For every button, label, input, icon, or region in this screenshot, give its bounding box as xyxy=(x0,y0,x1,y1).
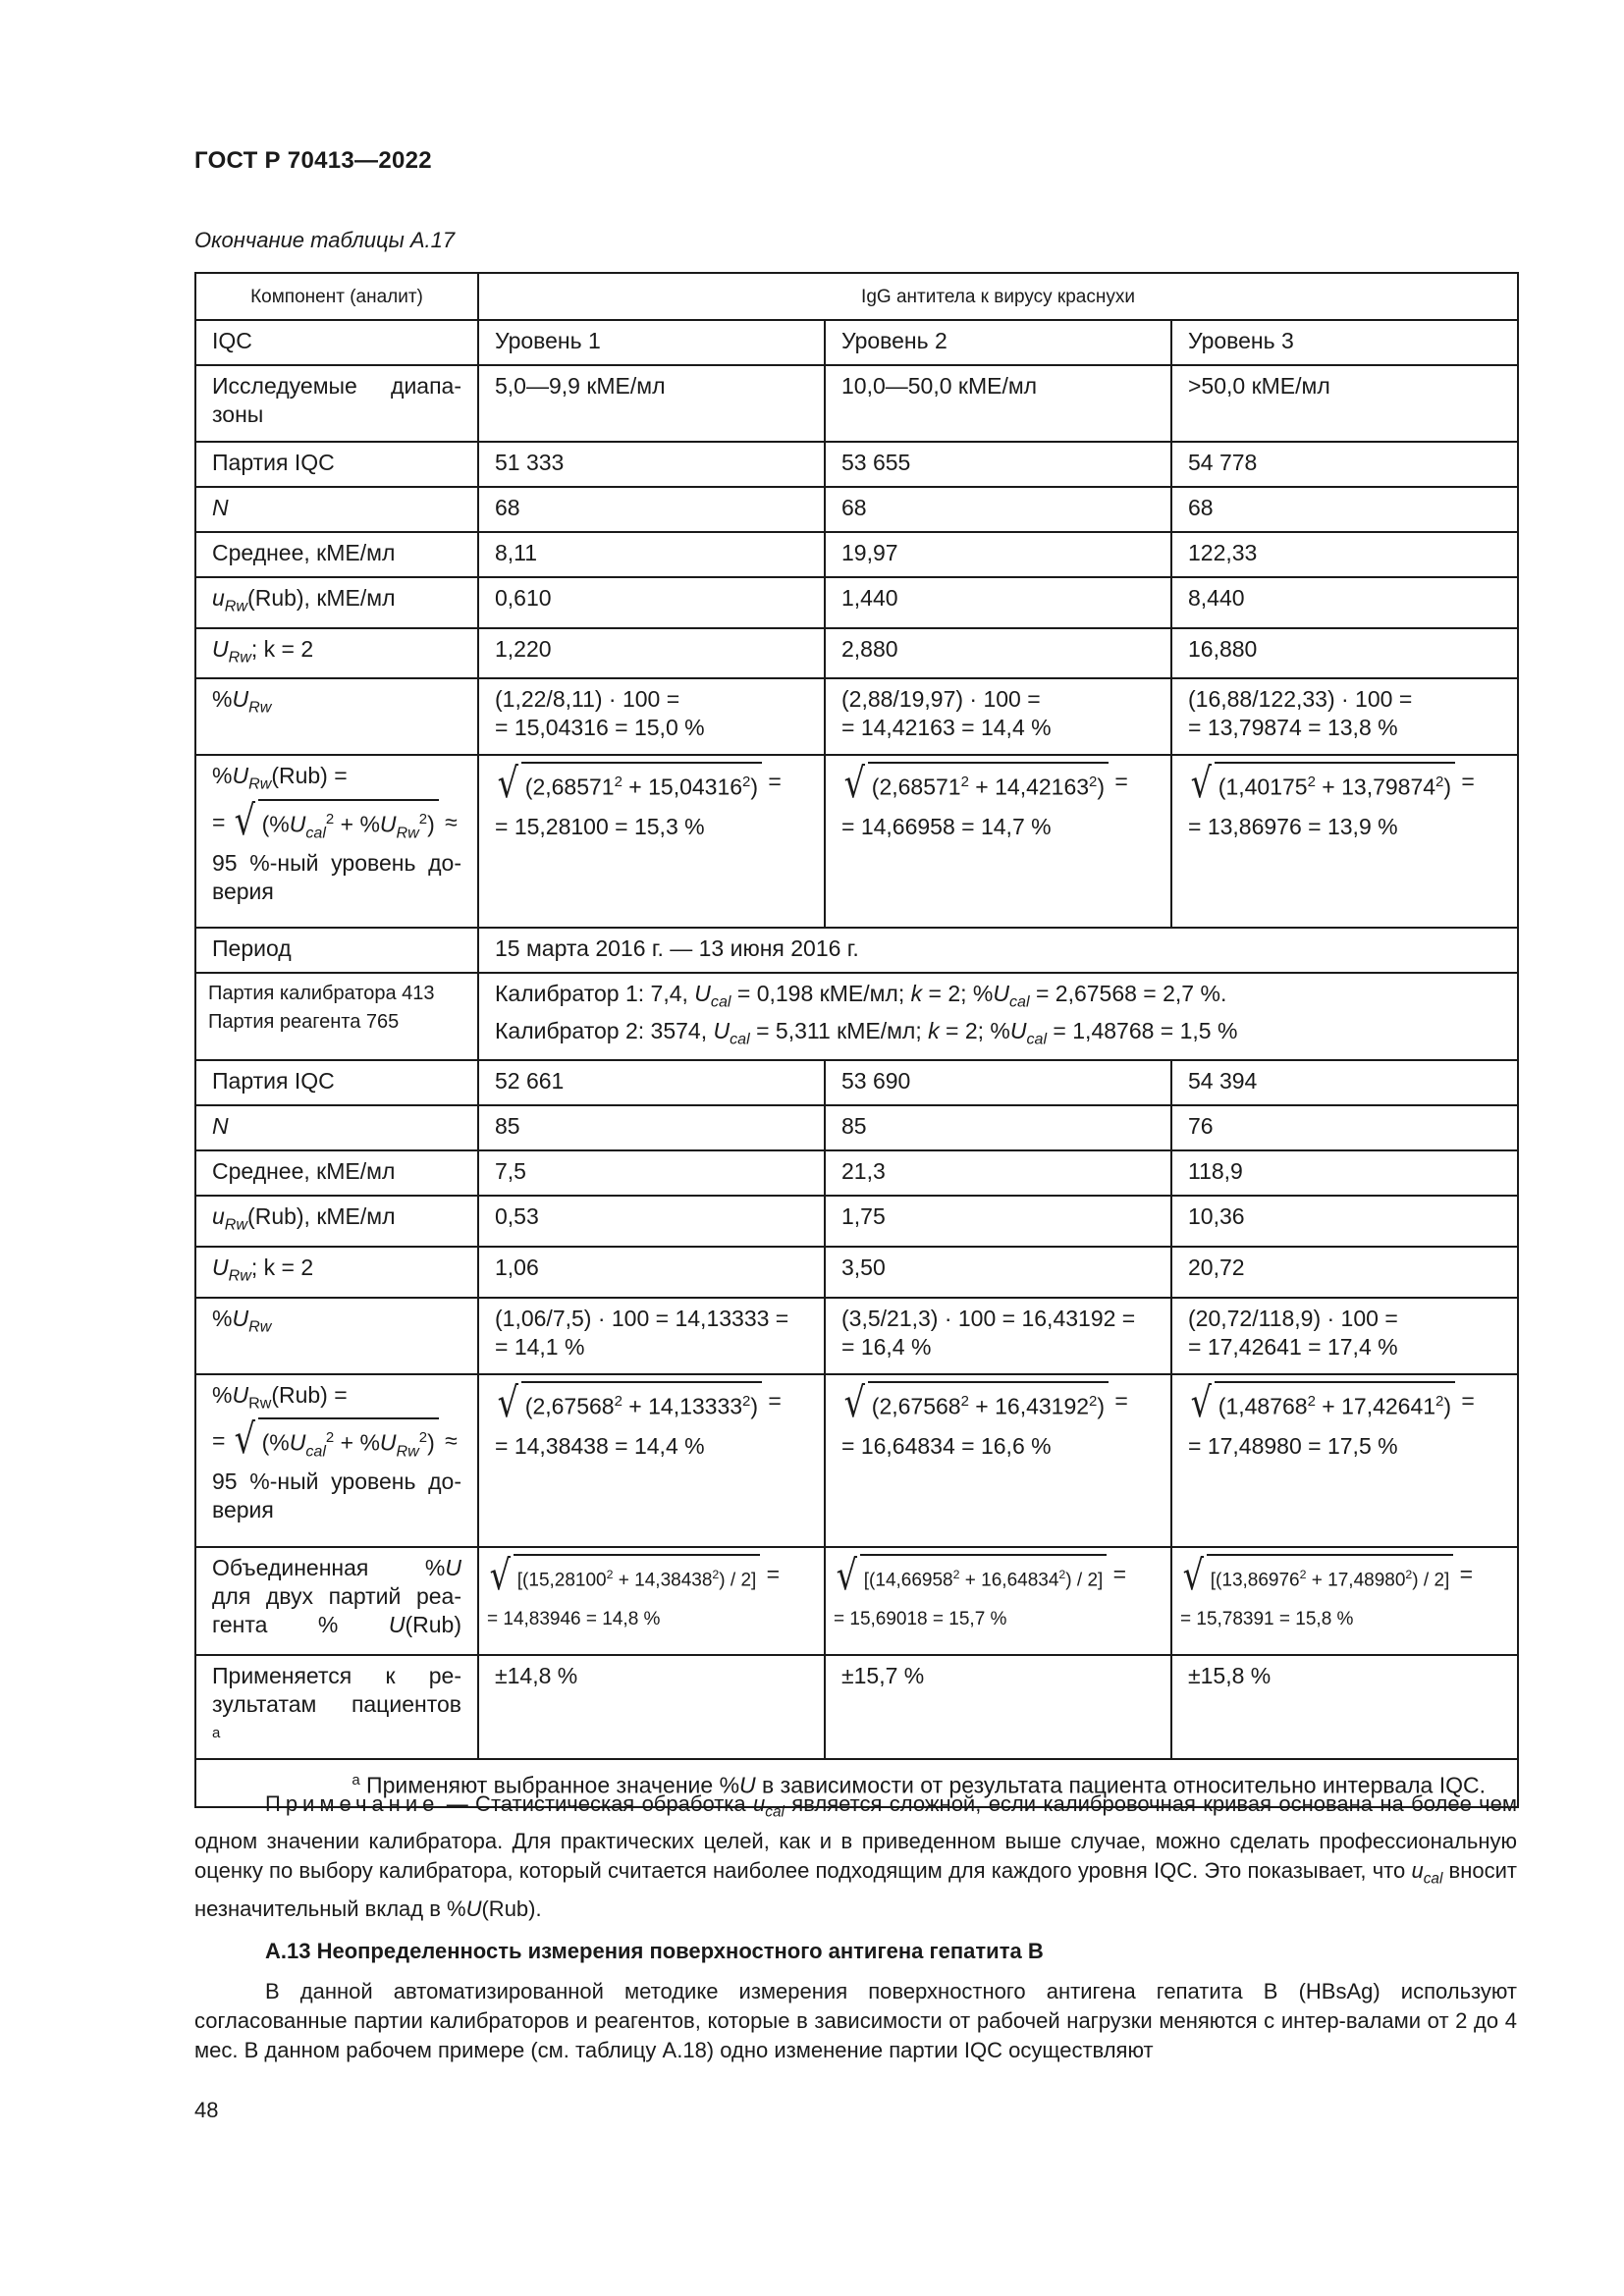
table-cell: 2,880 xyxy=(825,628,1171,679)
table-cell: 54 394 xyxy=(1171,1060,1518,1105)
table-cell: √ $[(15,28100^2 + 14,38438^2) / 2]$ = = 14,83946 = 14,8 % xyxy=(478,1547,825,1655)
row-label: $U_{Rw}$; k = 2 xyxy=(195,628,478,679)
row-label: $u_{Rw}(Rub)$, кМЕ/мл xyxy=(195,577,478,628)
table-cell: (16,88/122,33) · 100 = = 13,79874 = 13,8 % xyxy=(1171,678,1518,755)
table-row xyxy=(195,320,1518,365)
row-label: $\%U_{Rw}$ xyxy=(195,678,478,755)
table-cell: (3,5/21,3) · 100 = 16,43192 = = 16,4 % xyxy=(825,1298,1171,1374)
header-component: Компонент (аналит) xyxy=(195,273,478,320)
calibrator-info: Калибратор 1: 7,4, $U_{cal} = 0,198$ кМЕ/мл; k = 2; $\%U_{cal} = 2,67568 = 2,7$ %. Калибратор 2: 3574, $U_{cal} = 5,311$ кМЕ/мл; k = 2; $\%U_{cal} = 1,48768 = 1,5$ % xyxy=(478,973,1518,1060)
page-number: 48 xyxy=(194,2098,219,2122)
table-cell: √ $(1,40175^2 + 13,79874^2)$ = = 13,86976 = 13,9 % xyxy=(1171,755,1518,928)
table-cell: ±15,7 % xyxy=(825,1655,1171,1760)
table-row xyxy=(195,1060,1518,1105)
table-cell: 52 661 xyxy=(478,1060,825,1105)
table-cell: √ $[(14,66958^2 + 16,64834^2) / 2]$ = = 15,69018 = 15,7 % xyxy=(825,1547,1171,1655)
document-header: ГОСТ Р 70413—2022 xyxy=(194,147,432,174)
table-cell: 51 333 xyxy=(478,442,825,487)
table-cell: 20,72 xyxy=(1171,1247,1518,1298)
header-analyte: IgG антитела к вирусу краснухи xyxy=(478,273,1518,320)
period-value: 15 марта 2016 г. — 13 июня 2016 г. xyxy=(478,928,1518,973)
table-row xyxy=(195,973,1518,1060)
table-cell: 118,9 xyxy=(1171,1150,1518,1196)
table-footnote: $^а$ Применяют выбранное значение %U в зависимости от результата пациента относительно интервала IQC. xyxy=(195,1759,1518,1807)
table-cell: 10,36 xyxy=(1171,1196,1518,1247)
table-cell: 1,75 xyxy=(825,1196,1171,1247)
table-cell: 1,06 xyxy=(478,1247,825,1298)
table-cell: 8,11 xyxy=(478,532,825,577)
table-cell: (1,06/7,5) · 100 = 14,13333 = = 14,1 % xyxy=(478,1298,825,1374)
section-heading: А.13 Неопределенность измерения поверхностного антигена гепатита В xyxy=(265,1939,1044,1963)
row-label: $u_{Rw}(Rub)$, кМЕ/мл xyxy=(195,1196,478,1247)
table-cell: √ $(2,68571^2 + 15,04316^2)$ = = 15,28100 = 15,3 % xyxy=(478,755,825,928)
table-row xyxy=(195,928,1518,973)
table-cell: √ $(2,68571^2 + 14,42163^2)$ = = 14,66958 = 14,7 % xyxy=(825,755,1171,928)
table-cell: 7,5 xyxy=(478,1150,825,1196)
table-cell: 1,440 xyxy=(825,577,1171,628)
table-row xyxy=(195,1247,1518,1298)
table-cell: 5,0—9,9 кМЕ/мл xyxy=(478,365,825,442)
table-cell: 122,33 xyxy=(1171,532,1518,577)
table-row-combined xyxy=(195,755,1518,928)
table-cell: (2,88/19,97) · 100 = = 14,42163 = 14,4 % xyxy=(825,678,1171,755)
row-label: $\%U_{Rw}(Rub)$ = = √ $(\%U_{cal}^2 + \%U_{Rw}^2)$ ≈ 95 %-ный уровень до-верия xyxy=(195,1374,478,1547)
table-cell: 68 xyxy=(825,487,1171,532)
table-cell: √ $(2,67568^2 + 14,13333^2)$ = = 14,38438 = 14,4 % xyxy=(478,1374,825,1547)
table-cell: √ $[(13,86976^2 + 17,48980^2) / 2]$ = = 15,78391 = 15,8 % xyxy=(1171,1547,1518,1655)
table-cell: (1,22/8,11) · 100 = = 15,04316 = 15,0 % xyxy=(478,678,825,755)
table-cell: 0,610 xyxy=(478,577,825,628)
table-cell: 68 xyxy=(1171,487,1518,532)
row-label: Объединенная %U для двух партий реа-гента % U(Rub) xyxy=(195,1547,478,1655)
row-label: Партия IQC xyxy=(195,1060,478,1105)
row-label: $\%U_{Rw}$ xyxy=(195,1298,478,1374)
level-2: Уровень 2 xyxy=(825,320,1171,365)
row-label: Период xyxy=(195,928,478,973)
row-label: Применяется к ре-зультатам пациентов $^а$ xyxy=(195,1655,478,1760)
table-cell: 85 xyxy=(478,1105,825,1150)
table-cell: ±15,8 % xyxy=(1171,1655,1518,1760)
table-row xyxy=(195,1298,1518,1374)
table-caption: Окончание таблицы А.17 xyxy=(194,228,456,252)
table-cell: 16,880 xyxy=(1171,628,1518,679)
row-label: $\%U_{Rw}(Rub)$ = = √ $(\%U_{cal}^2 + \%U_{Rw}^2)$ ≈ 95 %-ный уровень до-верия xyxy=(195,755,478,928)
table-row-combined xyxy=(195,1374,1518,1547)
note-paragraph: Примечание — Статистическая обработка $u_{cal}$ является сложной, если калибровочная кривая основана на более чем одном значении калибратора. Для практических целей, как и в приведенном выше случае, можно сделать профессиональную оценку по выбору калибратора, который считается наиболее подходящим для каждого уровня IQC. Это показывает, что $u_{cal}$ вносит незначительный вклад в %U(Rub). xyxy=(194,1791,1517,1921)
row-label: Партия IQC xyxy=(195,442,478,487)
table-cell: ±14,8 % xyxy=(478,1655,825,1760)
table-row xyxy=(195,442,1518,487)
table-row xyxy=(195,532,1518,577)
table-cell: (20,72/118,9) · 100 = = 17,42641 = 17,4 % xyxy=(1171,1298,1518,1374)
table-cell: 54 778 xyxy=(1171,442,1518,487)
table-row xyxy=(195,577,1518,628)
table-cell: 8,440 xyxy=(1171,577,1518,628)
table-row xyxy=(195,1655,1518,1760)
row-label: $U_{Rw}$; k = 2 xyxy=(195,1247,478,1298)
table-cell: 76 xyxy=(1171,1105,1518,1150)
table-cell: 21,3 xyxy=(825,1150,1171,1196)
table-cell: 0,53 xyxy=(478,1196,825,1247)
table-cell: 10,0—50,0 кМЕ/мл xyxy=(825,365,1171,442)
table-row xyxy=(195,678,1518,755)
table-row-pooled xyxy=(195,1547,1518,1655)
table-row xyxy=(195,628,1518,679)
table-cell: 19,97 xyxy=(825,532,1171,577)
table-row xyxy=(195,1105,1518,1150)
table-cell: √ $(1,48768^2 + 17,42641^2)$ = = 17,48980 = 17,5 % xyxy=(1171,1374,1518,1547)
table-row xyxy=(195,1196,1518,1247)
table-cell: 53 655 xyxy=(825,442,1171,487)
table-cell: √ $(2,67568^2 + 16,43192^2)$ = = 16,64834 = 16,6 % xyxy=(825,1374,1171,1547)
row-label: Среднее, кМЕ/мл xyxy=(195,1150,478,1196)
row-label: Среднее, кМЕ/мл xyxy=(195,532,478,577)
table-cell: 85 xyxy=(825,1105,1171,1150)
table-header-row xyxy=(195,273,1518,320)
table-cell: 68 xyxy=(478,487,825,532)
level-1: Уровень 1 xyxy=(478,320,825,365)
combined-formula: = √ $(\%U_{cal}^2 + \%U_{Rw}^2)$ ≈ xyxy=(212,1417,461,1468)
row-label: N xyxy=(195,487,478,532)
combined-formula: = √ $(\%U_{cal}^2 + \%U_{Rw}^2)$ ≈ xyxy=(212,799,461,849)
table-cell: 1,220 xyxy=(478,628,825,679)
table-cell: 3,50 xyxy=(825,1247,1171,1298)
row-label: N xyxy=(195,1105,478,1150)
table-cell: 53 690 xyxy=(825,1060,1171,1105)
row-label: Исследуемые диапа-зоны xyxy=(195,365,478,442)
level-3: Уровень 3 xyxy=(1171,320,1518,365)
table-row xyxy=(195,365,1518,442)
uncertainty-table xyxy=(194,272,1519,1808)
table-cell: >50,0 кМЕ/мл xyxy=(1171,365,1518,442)
body-paragraph: В данной автоматизированной методике измерения поверхностного антигена гепатита В (HBsAg) используют согласованные партии калибраторов и реагентов, которые в зависимости от рабочей нагрузки меняются с интер-валами от 2 до 4 мес. В данном рабочем примере (см. таблицу А.18) одно изменение партии IQC осуществляют xyxy=(194,1979,1517,2062)
row-label: IQC xyxy=(195,320,478,365)
row-label: Партия калибратора 413 Партия реагента 765 xyxy=(195,973,478,1060)
table-row xyxy=(195,1150,1518,1196)
table-row xyxy=(195,487,1518,532)
